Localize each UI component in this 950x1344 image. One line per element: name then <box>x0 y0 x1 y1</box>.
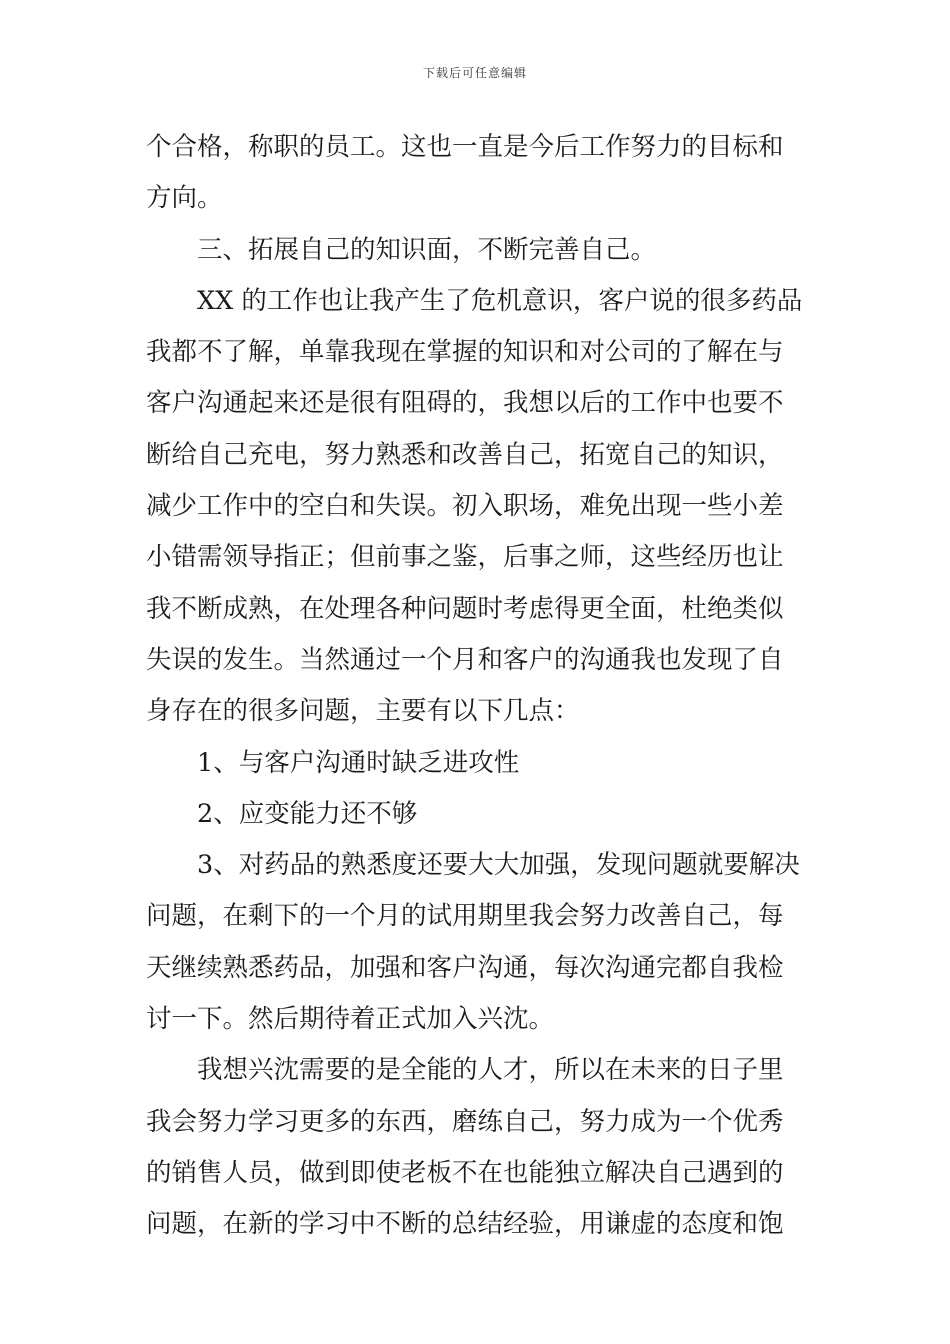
text-line: 我会努力学习更多的东西，磨练自己，努力成为一个优秀 <box>146 1106 784 1137</box>
text-line: 三、拓展自己的知识面，不断完善自己。 <box>197 234 657 265</box>
text-line: 减少工作中的空白和失误。初入职场，难免出现一些小差 <box>146 491 784 522</box>
text-line: 方向。 <box>146 183 223 214</box>
text-line: 我想兴沈需要的是全能的人才，所以在未来的日子里 <box>197 1055 784 1086</box>
text-line: 的销售人员，做到即使老板不在也能独立解决自己遇到的 <box>146 1157 784 1188</box>
text-line: 小错需领导指正；但前事之鉴，后事之师，这些经历也让 <box>146 542 784 573</box>
page-header: 下载后可任意编辑 <box>422 66 527 80</box>
text-line: 断给自己充电，努力熟悉和改善自己，拓宽自己的知识， <box>146 439 784 470</box>
document-body <box>146 122 810 1251</box>
text-line: 个合格，称职的员工。这也一直是今后工作努力的目标和 <box>146 132 784 162</box>
text-line: 问题，在剩下的一个月的试用期里我会努力改善自己，每 <box>146 901 784 932</box>
text-line: 1、与客户沟通时缺乏进攻性 <box>197 747 520 778</box>
text-line: 3、对药品的熟悉度还要大大加强，发现问题就要解决 <box>197 850 800 881</box>
text-line: 身存在的很多问题，主要有以下几点： <box>146 696 580 727</box>
text-line: 失误的发生。当然通过一个月和客户的沟通我也发现了自 <box>146 644 784 675</box>
text-line: 天继续熟悉药品，加强和客户沟通，每次沟通完都自我检 <box>146 952 784 983</box>
text-line: 我都不了解，单靠我现在掌握的知识和对公司的了解在与 <box>146 337 784 368</box>
text-line: XX 的工作也让我产生了危机意识，客户说的很多药品 <box>197 285 803 316</box>
text-line: 问题，在新的学习中不断的总结经验，用谦虚的态度和饱 <box>146 1209 784 1240</box>
text-line: 2、应变能力还不够 <box>197 798 418 829</box>
text-line: 客户沟通起来还是很有阻碍的，我想以后的工作中也要不 <box>146 388 784 419</box>
text-line: 讨一下。然后期待着正式加入兴沈。 <box>146 1004 555 1035</box>
text-line: 我不断成熟，在处理各种问题时考虑得更全面，杜绝类似 <box>146 593 784 624</box>
